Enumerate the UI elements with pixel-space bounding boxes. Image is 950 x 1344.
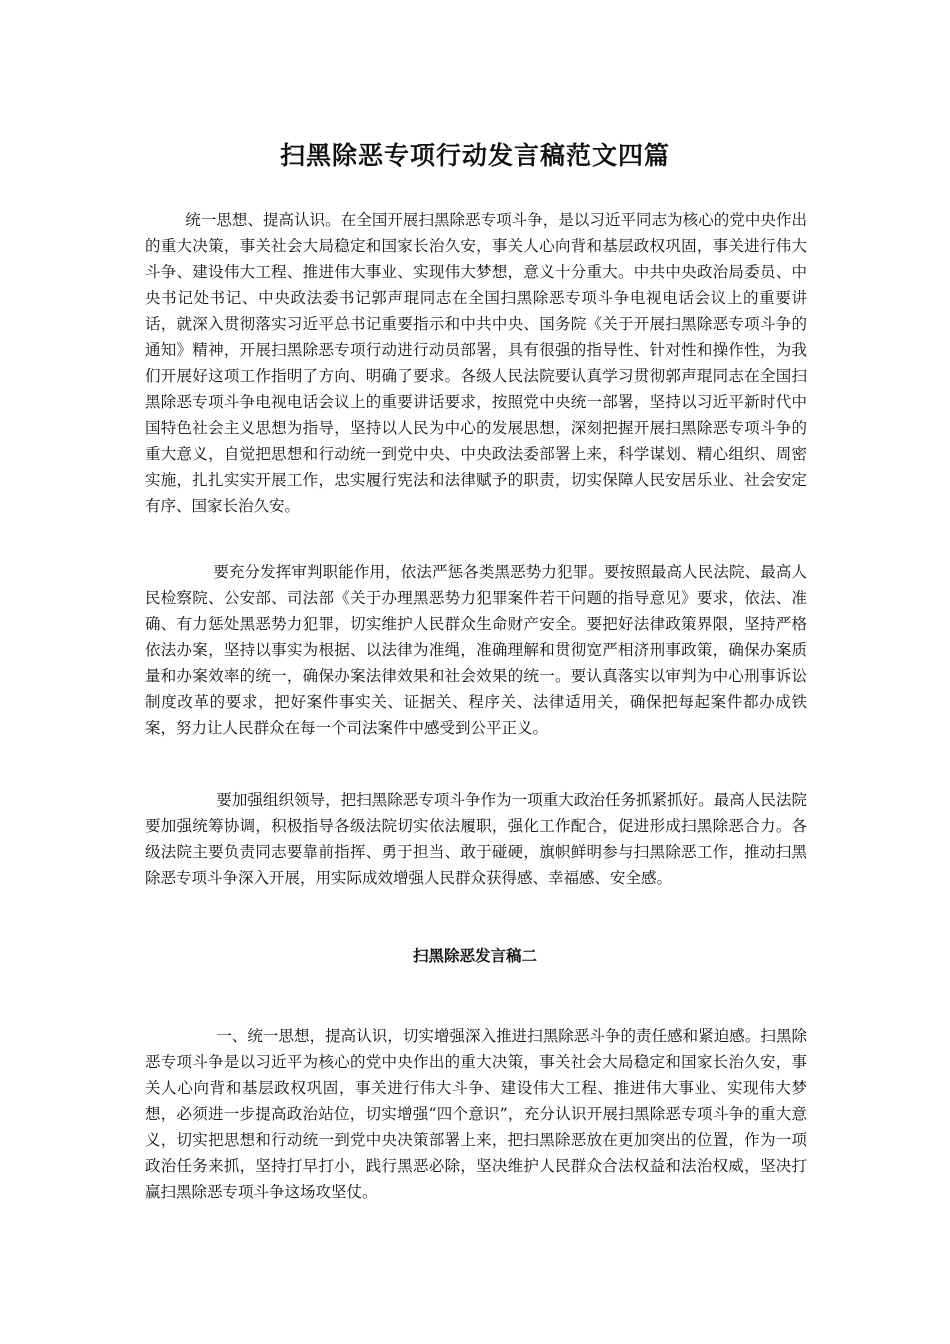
body-paragraph-1: 统一思想、提高认识。在全国开展扫黑除恶专项斗争，是以习近平同志为核心的党中央作出的重大决策，事关社会大局稳定和国家长治久安，事关人心向背和基层政权巩固，事关进行伟大斗争、建设伟大工程、推进伟大事业、实现伟大梦想，意义十分重大。中共中央政治局委员、中央书记处书记、中央政法委书记郭声琨同志在全国扫黑除恶专项斗争电视电话会议上的重要讲话，就深入贯彻落实习近平总书记重要指示和中共中央、国务院《关于开展扫黑除恶专项斗争的通知》精神，开展扫黑除恶专项行动进行动员部署，具有很强的指导性、针对性和操作性，为我们开展好这项工作指明了方向、明确了要求。各级人民法院要认真学习贯彻郭声琨同志在全国扫黑除恶专项斗争电视电话会议上的重要讲话要求，按照党中央统一部署，坚持以习近平新时代中国特色社会主义思想为指导，坚持以人民为中心的发展思想，深刻把握开展扫黑除恶专项斗争的重大意义，自觉把思想和行动统一到党中央、中央政法委部署上来，科学谋划、精心组织、周密实施，扎扎实实开展工作，忠实履行宪法和法律赋予的职责，切实保障人民安居乐业、社会安定有序、国家长治久安。 — [145, 211, 807, 515]
body-paragraph-3: 要加强组织领导，把扫黑除恶专项斗争作为一项重大政治任务抓紧抓好。最高人民法院要加强统筹协调，积极指导各级法院切实依法履职，强化工作配合，促进形成扫黑除恶合力。各级法院主要负责同志要靠前指挥、勇于担当、敢于碰硬，旗帜鲜明参与扫黑除恶工作，推动扫黑除恶专项斗争深入开展，用实际成效增强人民群众获得感、幸福感、安全感。 — [145, 791, 807, 887]
body-paragraph-2: 要充分发挥审判职能作用，依法严惩各类黑恶势力犯罪。要按照最高人民法院、最高人民检察院、公安部、司法部《关于办理黑恶势力犯罪案件若干问题的指导意见》要求，依法、准确、有力惩处黑恶势力犯罪，切实维护人民群众生命财产安全。要把好法律政策界限，坚持严格依法办案，坚持以事实为根据、以法律为准绳，准确理解和贯彻宽严相济刑事政策，确保办案质量和办案效率的统一，确保办案法律效果和社会效果的统一。要认真落实以审判为中心刑事诉讼制度改革的要求，把好案件事实关、证据关、程序关、法律适用关，确保把每起案件都办成铁案，努力让人民群众在每一个司法案件中感受到公平正义。 — [145, 563, 807, 737]
section2-paragraph-1: 一、统一思想，提高认识，切实增强深入推进扫黑除恶斗争的责任感和紧迫感。扫黑除恶专项斗争是以习近平为核心的党中央作出的重大决策，事关社会大局稳定和国家长治久安，事关人心向背和基层政权巩固，事关进行伟大斗争、建设伟大工程、推进伟大事业、实现伟大梦想，必须进一步提高政治站位，切实增强“四个意识”，充分认识开展扫黑除恶专项斗争的重大意义，切实把思想和行动统一到党中央决策部署上来，把扫黑除恶放在更加突出的位置，作为一项政治任务来抓，坚持打早打小，践行黑恶必除，坚决维护人民群众合法权益和法治权威，坚决打赢扫黑除恶专项斗争这场攻坚仗。 — [145, 1027, 807, 1201]
page-title: 扫黑除恶专项行动发言稿范文四篇 — [279, 141, 670, 170]
section-heading: 扫黑除恶发言稿二 — [412, 947, 537, 965]
